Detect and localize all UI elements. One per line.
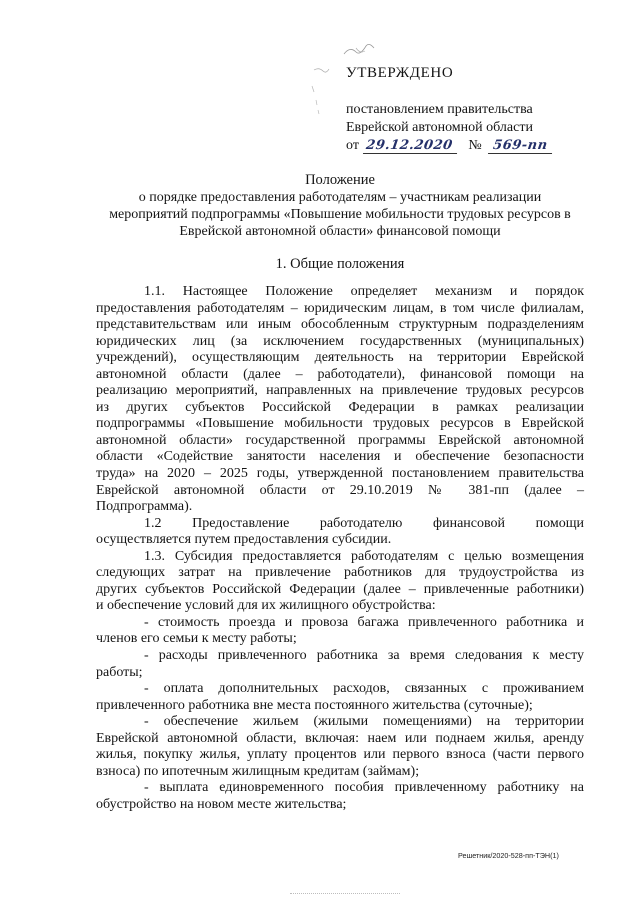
paragraph-line: 1.3. Субсидия предоставляется работодателям с целью возмещения: [144, 548, 584, 564]
paragraph-line: - расходы привлеченного работника за время следования к месту: [144, 648, 584, 664]
paragraph-line: обустройство на новом месте жительства;: [96, 796, 347, 812]
paragraph-line: автономной области» государственной программы Еврейской автономной: [96, 432, 584, 448]
paragraph-line: представительствам или иным обособленным структурным подразделениям: [96, 317, 584, 333]
paragraph-line: Подпрограмма).: [96, 499, 193, 515]
date-prefix: от: [346, 138, 359, 153]
paragraph-line: - обеспечение жильем (жилыми помещениями) на территории: [144, 714, 584, 730]
paragraph-line: Еврейской автономной области от 29.10.2019 № 381-пп (далее –: [96, 482, 584, 498]
paragraph-1-3: [96, 549, 584, 615]
paragraph-line: Еврейской автономной области, включая: наем или поднаем жилья, аренду: [96, 730, 584, 746]
approval-title: УТВЕРЖДЕНО: [346, 65, 454, 81]
document-title: Положение: [305, 172, 375, 188]
paragraph-line: 1.1. Настоящее Положение определяет механизм и порядок: [144, 284, 584, 299]
paragraph-line: - стоимость проезда и провоза багажа привлеченного работника и: [144, 614, 584, 630]
paragraph-line: учреждений), осуществляющим деятельность на территории Еврейской: [96, 350, 584, 366]
paragraph-line: предоставления работодателям – юридическим лицам, в том числе филиалам,: [96, 300, 584, 316]
footer-document-code: Решетник/2020-528-пп-ТЭН(1): [458, 851, 559, 860]
list-item-housing: [96, 714, 584, 780]
subtitle-line: мероприятий подпрограммы «Повышение мобильности трудовых ресурсов в: [109, 207, 571, 223]
paragraph-line: - выплата единовременного пособия привлеченному работнику на: [144, 780, 584, 796]
paragraph-line: членов его семьи к месту работы;: [96, 631, 297, 647]
handwritten-date: 29.12.2020: [363, 139, 460, 154]
approval-date-row: [346, 137, 606, 155]
paragraph-line: жилья, покупку жилья, уплату процентов или первого взноса (части первого: [96, 747, 584, 763]
paragraph-line: взноса) по ипотечным жилищным кредитам (займам);: [96, 763, 420, 779]
subtitle-line: Еврейской автономной области» финансовой помощи: [179, 224, 501, 240]
list-item-daily-allowance: [96, 681, 584, 714]
paragraph-line: автономной области (далее – работодатели), финансовой помощи на: [96, 366, 584, 382]
paragraph-line: - оплата дополнительных расходов, связанных с проживанием: [144, 681, 584, 697]
paragraph-line: юридических лиц (за исключением государственных (муниципальных): [96, 333, 584, 349]
document-body: [96, 284, 584, 814]
document-subtitle: [96, 189, 584, 241]
handwritten-number: 569-пп: [488, 139, 555, 154]
paragraph-line: подпрограммы «Повышение мобильности трудовых ресурсов в Еврейской: [96, 416, 584, 432]
paragraph-line: следующих затрат на привлечение работников для трудоустройства из: [96, 565, 584, 581]
paragraph-line: привлеченного работника вне места постоянного жительства (суточные);: [96, 697, 533, 713]
approval-line-1: постановлением правительства: [346, 102, 533, 117]
paragraph-line: 1.2 Предоставление работодателю финансовой помощи: [144, 515, 584, 531]
section-heading: 1. Общие положения: [275, 256, 405, 272]
paragraph-line: труда» на 2020 – 2025 годы, утвержденной постановлением правительства: [96, 466, 584, 482]
scan-artifact-line: [290, 893, 400, 894]
paragraph-line: работы;: [96, 664, 143, 680]
list-item-travel-cost: [96, 615, 584, 648]
paragraph-line: реализацию мероприятий, направленных на привлечение трудовых ресурсов: [96, 383, 584, 399]
paragraph-line: и обеспечение условий для их жилищного обустройства:: [96, 598, 436, 614]
approval-line-2: Еврейской автономной области: [346, 120, 533, 135]
list-item-settlement-allowance: [96, 780, 584, 813]
paragraph-line: других субъектов Российской Федерации (далее – привлеченные работники): [96, 581, 584, 597]
paragraph-line: осуществляется путем предоставления субсидии.: [96, 532, 392, 548]
paragraph-line: области «Содействие занятости населения и обеспечение безопасности: [96, 449, 584, 465]
paragraph-1-1: [96, 284, 584, 516]
approval-block: [346, 64, 606, 155]
number-prefix: №: [468, 138, 482, 153]
paragraph-1-2: [96, 516, 584, 549]
subtitle-line: о порядке предоставления работодателям – участникам реализации: [138, 190, 542, 205]
paragraph-line: из других субъектов Российской Федерации в рамках реализации: [96, 399, 584, 415]
list-item-travel-expenses: [96, 648, 584, 681]
